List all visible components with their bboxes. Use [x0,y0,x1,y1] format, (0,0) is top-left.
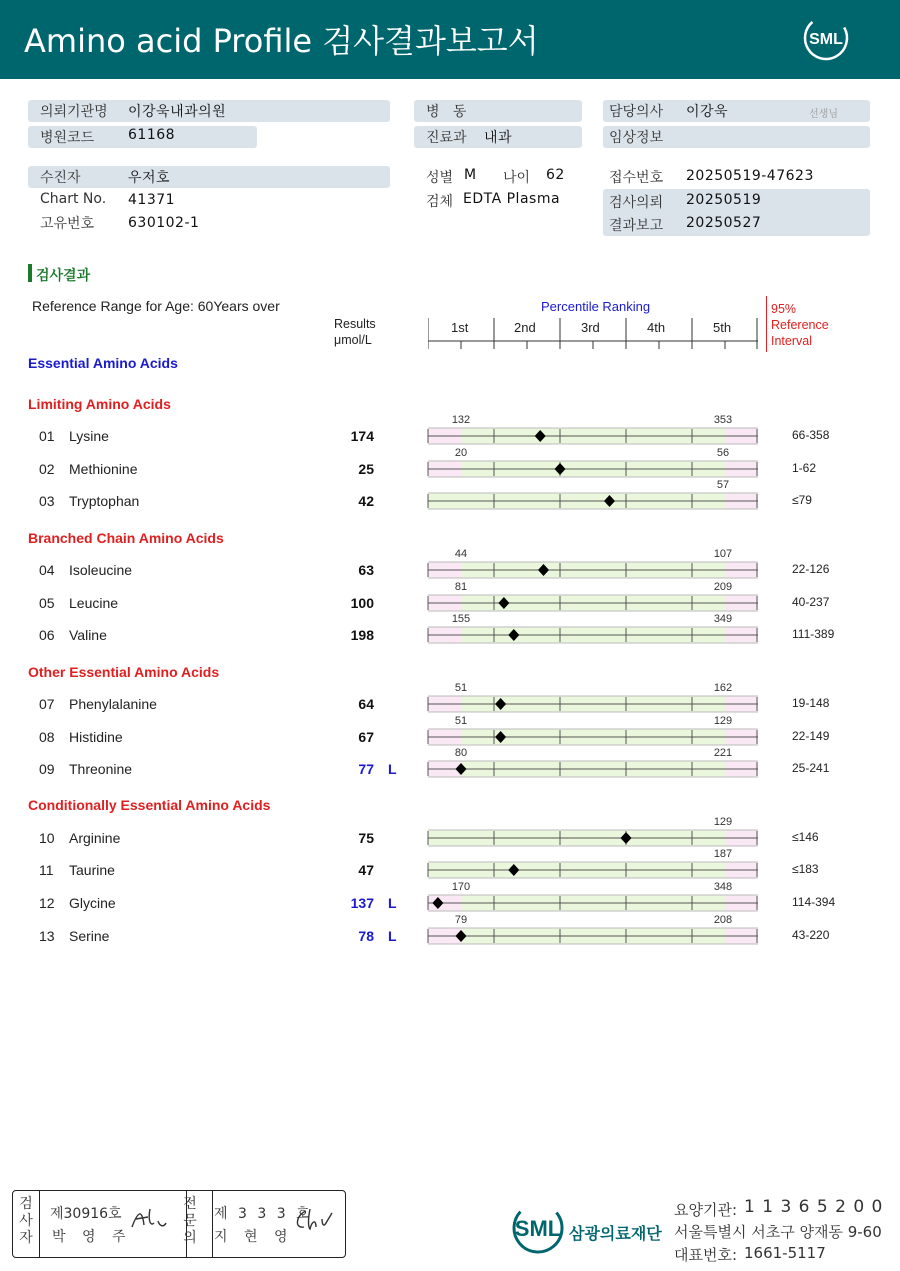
row-number: 07 [39,696,55,712]
results-header-line1: Results [334,317,376,331]
sex-label: 성별 [426,170,454,186]
group-limiting: Limiting Amino Acids [28,396,171,412]
footer-logo-icon [510,1200,566,1256]
row-number: 04 [39,562,55,578]
lower-percentile-label: 155 [451,613,471,625]
specialist-signature-icon [292,1205,336,1235]
reference-interval: ≤183 [792,862,819,876]
row-number: 11 [39,862,54,878]
percentile-title: Percentile Ranking [541,299,651,314]
result-value: 75 [358,830,374,846]
dept-label: 진료과 [426,130,467,146]
result-value: 47 [358,862,374,878]
reference-interval: 43-220 [792,928,830,942]
row-number: 12 [39,895,55,911]
doctor-suffix: 선생님 [809,109,838,120]
row-number: 06 [39,627,55,643]
reference-interval: 19-148 [792,696,830,710]
tester-number: 제30916호 [50,1206,122,1222]
amino-acid-name: Methionine [69,461,138,477]
upper-percentile-label: 187 [713,848,733,860]
amino-acid-name: Isoleucine [69,562,133,578]
reference-interval: 40-237 [792,595,830,609]
tester-label: 검 사 자 [19,1196,33,1246]
results-header [334,316,376,348]
table-row [0,747,900,793]
upper-percentile-label: 107 [713,548,733,560]
row-number: 10 [39,830,55,846]
lower-percentile-label: 79 [454,914,468,926]
upper-percentile-label: 349 [713,613,733,625]
unique-no-label: 고유번호 [40,216,95,232]
amino-acid-name: Valine [69,627,107,643]
reference-interval: 22-126 [792,562,830,576]
quintile-3-label: 3rd [581,320,600,335]
age-value: 62 [546,167,565,183]
result-flag: L [388,761,397,777]
upper-percentile-label: 162 [713,682,733,694]
institution-value: 이강욱내과의원 [128,104,227,120]
sex-value: M [464,167,477,183]
amino-acid-name: Lysine [69,428,109,444]
hospital-code-value: 61168 [128,127,176,143]
reference-interval: ≤79 [792,493,812,507]
amino-acid-name: Arginine [69,830,121,846]
amino-acid-name: Tryptophan [69,493,140,509]
org-name: 삼광의료재단 [569,1224,662,1243]
quintile-4-label: 4th [647,320,666,335]
reference-interval: 25-241 [792,761,830,775]
age-label: 나이 [503,170,531,186]
reference-interval: 111-389 [792,627,835,641]
result-value: 78 [358,928,374,944]
result-value: 137 [350,895,374,911]
upper-percentile-label: 348 [713,881,733,893]
row-number: 08 [39,729,55,745]
percentile-bar [428,906,758,950]
lower-percentile-label: 132 [451,414,471,426]
receipt-value: 20250519-47623 [686,168,814,184]
lower-percentile-label: 44 [454,548,468,560]
report-value: 20250527 [686,215,762,231]
group-conditional: Conditionally Essential Amino Acids [28,797,271,813]
reference-interval: 66-358 [792,428,830,442]
section-marker [28,264,32,282]
amino-acid-name: Histidine [69,729,123,745]
result-value: 64 [358,696,374,712]
chart-no-value: 41371 [128,192,176,208]
table-row [0,479,900,525]
report-title: Amino acid Profile 검사결과보고서 [24,22,539,60]
result-flag: L [388,928,397,944]
address: 서울특별시 서초구 양재동 9-60 [674,1223,882,1241]
quintile-1-label: 1st [451,320,469,335]
result-value: 174 [350,428,374,444]
results-header-line2: μmol/L [334,333,372,347]
upper-percentile-label: 208 [713,914,733,926]
amino-acid-name: Leucine [69,595,119,611]
result-value: 100 [350,595,374,611]
result-flag: L [388,895,397,911]
tester-signature-icon [128,1205,170,1233]
lower-percentile-label: 80 [454,747,468,759]
row-number: 13 [39,928,55,944]
amino-acid-name: Phenylalanine [69,696,157,712]
specialist-number: 제 3 3 3 호 [214,1206,313,1222]
unique-no-value: 630102-1 [128,215,200,231]
ref-header-line2: Reference [771,318,829,332]
reference-interval: 22-149 [792,729,830,743]
care-code: 1 1 3 6 5 2 0 0 [744,1197,884,1217]
report-header [0,0,900,79]
reference-interval: 114-394 [792,895,836,909]
result-value: 25 [358,461,374,477]
amino-acid-name: Threonine [69,761,133,777]
patient-value: 우저호 [128,170,171,186]
dept-value: 내과 [484,130,513,146]
ref-header-line1: 95% [771,302,797,316]
chart-no-label: Chart No. [40,191,107,207]
receipt-label: 접수번호 [609,170,664,186]
ward-label: 병 동 [426,104,467,120]
patient-label: 수진자 [40,170,81,186]
hospital-code-label: 병원코드 [40,130,95,146]
specimen-value: EDTA Plasma [463,191,561,207]
row-number: 05 [39,595,55,611]
quintile-2-label: 2nd [514,320,536,335]
percentile-bar [428,739,758,783]
lower-percentile-label: 51 [454,715,468,727]
group-other: Other Essential Amino Acids [28,664,220,680]
phone-label: 대표번호: [674,1246,738,1264]
doctor-label: 담당의사 [609,104,664,120]
sml-logo-icon [802,14,850,62]
amino-acid-name: Taurine [69,862,115,878]
upper-percentile-label: 56 [716,447,730,459]
reference-interval: 1-62 [792,461,817,475]
lower-percentile-label: 170 [451,881,471,893]
request-label: 검사의뢰 [609,195,664,211]
doctor-value: 이강욱 [686,104,729,120]
tester-name: 박 영 주 [52,1229,132,1245]
lower-percentile-label: 20 [454,447,468,459]
percentile-bar [428,605,758,649]
patient-bar [28,166,390,188]
amino-acid-name: Serine [69,928,110,944]
reference-range-label: Reference Range for Age: 60Years over [32,298,280,314]
result-value: 77 [358,761,374,777]
row-number: 01 [39,428,55,444]
percentile-bar [428,471,758,515]
row-number: 02 [39,461,55,477]
result-value: 42 [358,493,374,509]
table-row [0,613,900,659]
lower-percentile-label: 81 [454,581,468,593]
ref-header-line3: Interval [771,334,812,348]
group-branched: Branched Chain Amino Acids [28,530,224,546]
svg-text:SML: SML [514,1216,562,1241]
reference-interval: ≤146 [792,830,819,844]
result-value: 67 [358,729,374,745]
phone: 1661-5117 [744,1244,826,1262]
upper-percentile-label: 129 [713,816,733,828]
report-label: 결과보고 [609,218,664,234]
clinical-label: 임상정보 [609,130,664,146]
result-value: 198 [350,627,374,643]
specimen-label: 검체 [426,194,454,210]
reference-divider [766,296,767,352]
reference-interval-header [771,301,829,349]
upper-percentile-label: 221 [713,747,733,759]
request-value: 20250519 [686,192,762,208]
row-number: 09 [39,761,55,777]
amino-acid-name: Glycine [69,895,116,911]
specialist-name: 지 현 영 [214,1229,294,1245]
row-number: 03 [39,493,55,509]
upper-percentile-label: 129 [713,715,733,727]
quintile-5-label: 5th [713,320,732,335]
specialist-label: 전 문 의 [183,1196,197,1246]
upper-percentile-label: 353 [713,414,733,426]
svg-text:SML: SML [809,31,843,48]
result-value: 63 [358,562,374,578]
institution-label: 의뢰기관명 [40,104,108,120]
upper-percentile-label: 209 [713,581,733,593]
lower-percentile-label: 51 [454,682,468,694]
group-essential: Essential Amino Acids [28,355,178,371]
table-row [0,914,900,960]
section-title: 검사결과 [36,268,91,284]
care-code-label: 요양기관: [674,1201,738,1219]
upper-percentile-label: 57 [716,479,730,491]
